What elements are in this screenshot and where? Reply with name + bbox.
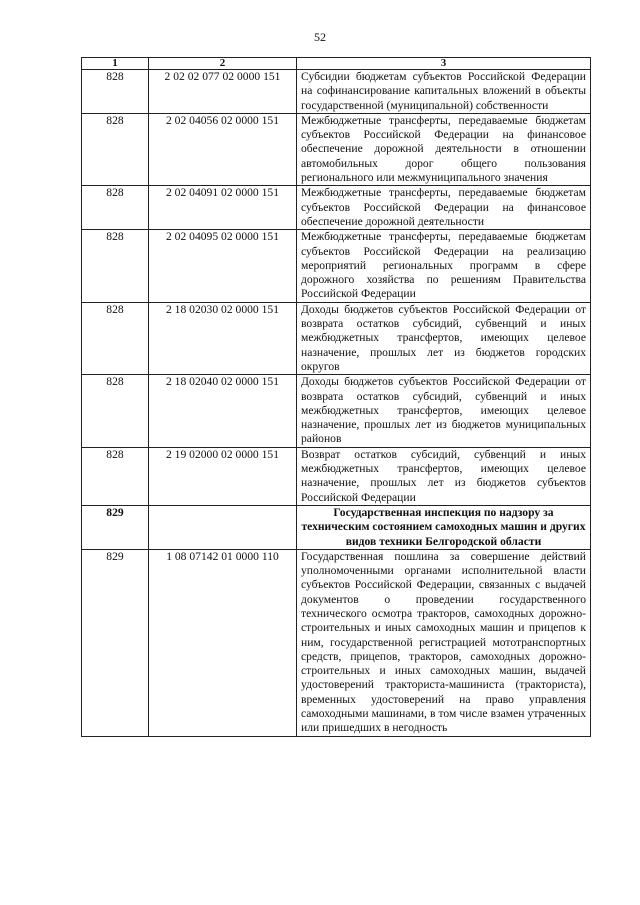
table-row [82, 447, 591, 505]
description-cell: Межбюджетные трансферты, передаваемые бюджетам субъектов Российской Федерации на финансовое обеспечение дорожной деятельности в отношении автомобильных дорог общего пользования регионального или межмуниципального значения [297, 113, 591, 185]
description-cell: Государственная пошлина за совершение действий уполномоченными органами исполнительной власти субъектов Российской Федерации, связанных с выдачей документов о проведении государственного технического осмотра тракторов, самоходных дорожно-строительных и иных самоходных машин и прицепов к ним, государственной регистрацией мототранспортных средств, прицепов, тракторов, самоходных дорожно-строительных и иных самоходных машин, выдачей удостоверений тракториста-машиниста (тракториста), временных удостоверений на право управления самоходными машинами, в том числе взамен утраченных или пришедших в негодность [297, 549, 591, 736]
revenue-code-cell: 2 02 02 077 02 0000 151 [149, 70, 297, 114]
description-cell: Возврат остатков субсидий, субвенций и иных межбюджетных трансфертов, имеющих целевое назначение, прошлых лет из бюджетов субъектов Российской Федерации [297, 447, 591, 505]
revenue-code-cell: 2 02 04095 02 0000 151 [149, 230, 297, 302]
column-header-1: 1 [82, 58, 149, 70]
revenue-code-cell: 1 08 07142 01 0000 110 [149, 549, 297, 736]
revenue-code-cell: 2 02 04056 02 0000 151 [149, 113, 297, 185]
admin-code-cell: 829 [82, 505, 149, 549]
admin-code-cell: 828 [82, 302, 149, 374]
administrator-header-row [82, 505, 591, 549]
admin-code-cell: 828 [82, 186, 149, 230]
description-cell: Межбюджетные трансферты, передаваемые бюджетам субъектов Российской Федерации на финансовое обеспечение дорожной деятельности [297, 186, 591, 230]
revenue-code-cell: 2 19 02000 02 0000 151 [149, 447, 297, 505]
admin-code-cell: 829 [82, 549, 149, 736]
admin-code-cell: 828 [82, 230, 149, 302]
table-row [82, 302, 591, 374]
column-header-2: 2 [149, 58, 297, 70]
description-cell: Межбюджетные трансферты, передаваемые бюджетам субъектов Российской Федерации на реализацию мероприятий региональных программ в сфере дорожного хозяйства по решениям Правительства Российской Федерации [297, 230, 591, 302]
table-header-row [82, 58, 591, 70]
table-row [82, 186, 591, 230]
page-number: 52 [314, 30, 326, 44]
column-header-3: 3 [297, 58, 591, 70]
description-cell: Доходы бюджетов субъектов Российской Федерации от возврата остатков субсидий, субвенций и иных межбюджетных трансфертов, имеющих целевое назначение, прошлых лет из бюджетов муниципальных районов [297, 375, 591, 447]
admin-code-cell: 828 [82, 447, 149, 505]
revenue-code-cell [149, 505, 297, 549]
revenue-codes-table [81, 57, 591, 737]
revenue-code-cell: 2 02 04091 02 0000 151 [149, 186, 297, 230]
table-row [82, 549, 591, 736]
table-row [82, 375, 591, 447]
admin-code-cell: 828 [82, 375, 149, 447]
administrator-name-cell: Государственная инспекция по надзору за техническим состоянием самоходных машин и других видов техники Белгородской области [297, 505, 591, 549]
description-cell: Субсидии бюджетам субъектов Российской Федерации на софинансирование капитальных вложений в объекты государственной (муниципальной) собственности [297, 70, 591, 114]
admin-code-cell: 828 [82, 70, 149, 114]
description-cell: Доходы бюджетов субъектов Российской Федерации от возврата остатков субсидий, субвенций и иных межбюджетных трансфертов, имеющих целевое назначение, прошлых лет из бюджетов городских округов [297, 302, 591, 374]
table-row [82, 113, 591, 185]
table-row [82, 230, 591, 302]
revenue-code-cell: 2 18 02030 02 0000 151 [149, 302, 297, 374]
revenue-code-cell: 2 18 02040 02 0000 151 [149, 375, 297, 447]
table-row [82, 70, 591, 114]
admin-code-cell: 828 [82, 113, 149, 185]
